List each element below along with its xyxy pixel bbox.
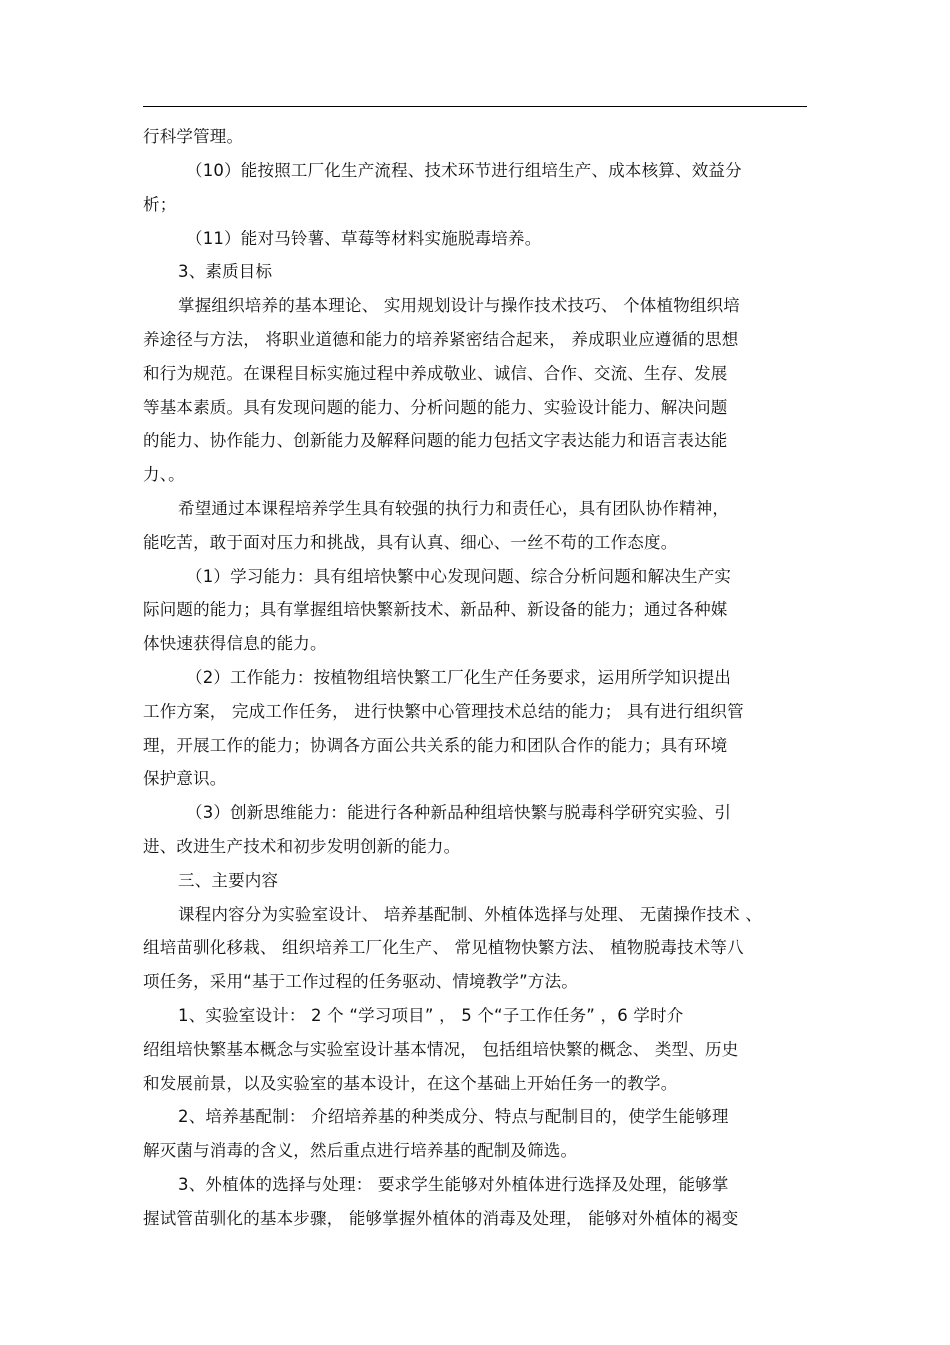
text-line: 等基本素质。具有发现问题的能力、分析问题的能力、实验设计能力、解决问题	[143, 398, 728, 417]
text-line: 行科学管理。	[143, 127, 244, 146]
text-line: 绍组培快繁基本概念与实验室设计基本情况， 包括组培快繁的概念、 类型、历史	[143, 1040, 739, 1059]
text-line: 进、改进生产技术和初步发明创新的能力。	[143, 837, 461, 856]
text-line: 和发展前景，以及实验室的基本设计，在这个基础上开始任务一的教学。	[143, 1074, 678, 1093]
text-line: 解灭菌与消毒的含义，然后重点进行培养基的配制及筛选。	[143, 1141, 578, 1160]
section-heading: 三、主要内容	[178, 871, 279, 890]
text-line: （3）创新思维能力：能进行各种新品种组培快繁与脱毒科学研究实验、引	[186, 803, 732, 822]
text-line: 工作方案， 完成工作任务， 进行快繁中心管理技术总结的能力； 具有进行组织管	[143, 702, 744, 721]
text-line: 力、。	[143, 465, 185, 484]
text-line: 3、外植体的选择与处理： 要求学生能够对外植体进行选择及处理，能够掌	[178, 1175, 729, 1194]
text-line: （11）能对马铃薯、草莓等材料实施脱毒培养。	[186, 229, 542, 248]
text-line: 体快速获得信息的能力。	[143, 634, 327, 653]
text-line: 2、培养基配制： 介绍培养基的种类成分、特点与配制目的，使学生能够理	[178, 1107, 729, 1126]
text-line: 际问题的能力；具有掌握组培快繁新技术、新品种、新设备的能力；通过各种媒	[143, 600, 728, 619]
text-line: 课程内容分为实验室设计、 培养基配制、外植体选择与处理、 无菌操作技术 、	[178, 905, 763, 924]
text-line: 养途径与方法， 将职业道德和能力的培养紧密结合起来， 养成职业应遵循的思想	[143, 330, 739, 349]
text-line: 的能力、协作能力、创新能力及解释问题的能力包括文字表达能力和语言表达能	[143, 431, 728, 450]
text-line: 项任务，采用“基于工作过程的任务驱动、情境教学”方法。	[143, 972, 578, 991]
text-line: 掌握组织培养的基本理论、 实用规划设计与操作技术技巧、 个体植物组织培	[178, 296, 740, 315]
text-line: （2）工作能力：按植物组培快繁工厂化生产任务要求，运用所学知识提出	[186, 668, 732, 687]
text-line: 和行为规范。在课程目标实施过程中养成敬业、诚信、合作、交流、生存、发展	[143, 364, 728, 383]
text-line: 能吃苦，敢于面对压力和挑战，具有认真、细心、一丝不苟的工作态度。	[143, 533, 678, 552]
text-line: 理，开展工作的能力；协调各方面公共关系的能力和团队合作的能力；具有环境	[143, 736, 728, 755]
text-line: 1、实验室设计： 2 个 “学习项目” ， 5 个“子工作任务” ，6 学时介	[178, 1006, 684, 1025]
text-line: 握试管苗驯化的基本步骤， 能够掌握外植体的消毒及处理， 能够对外植体的褐变	[143, 1209, 739, 1228]
section-heading: 3、素质目标	[178, 262, 273, 281]
text-line: 保护意识。	[143, 769, 227, 788]
text-line: 希望通过本课程培养学生具有较强的执行力和责任心，具有团队协作精神，	[178, 499, 730, 518]
text-line: （1）学习能力：具有组培快繁中心发现问题、综合分析问题和解决生产实	[186, 567, 732, 586]
text-line: 析；	[143, 195, 177, 214]
text-line: （10）能按照工厂化生产流程、技术环节进行组培生产、成本核算、效益分	[186, 161, 742, 180]
text-line: 组培苗驯化移栽、 组织培养工厂化生产、 常见植物快繁方法、 植物脱毒技术等八	[143, 938, 744, 957]
header-rule	[143, 106, 807, 107]
